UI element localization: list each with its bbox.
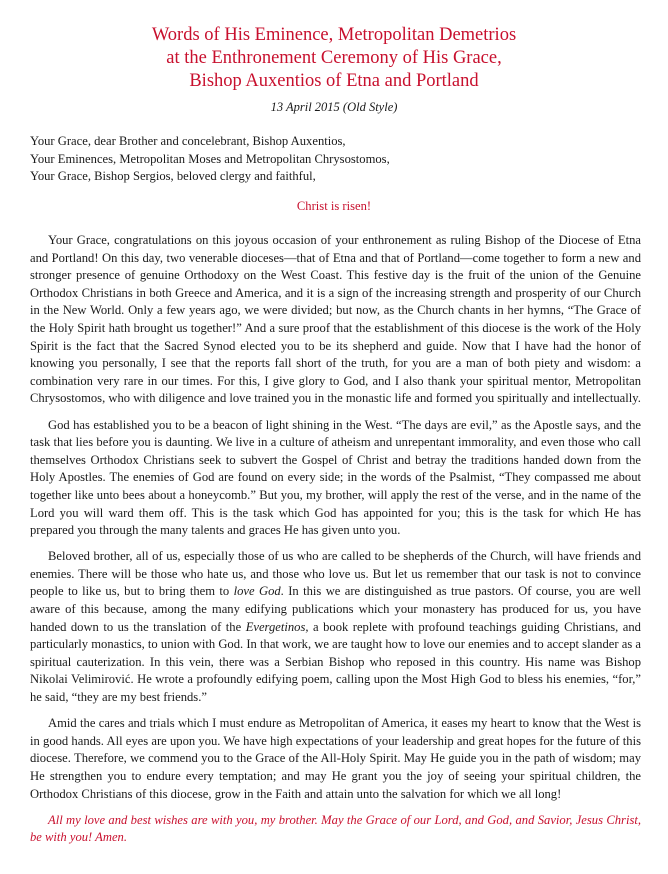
italic-phrase: love God	[233, 584, 281, 599]
document-body	[30, 232, 641, 856]
paragraph-text: God has established you to be a beacon of light shining in the West. “The days are evil,” as the Apostle says, and the task that lies before you is daunting. We live in a culture of atheism and unrepentant immorality, and even those who call themselves Orthodox Christians seek to subvert the Gospel of Christ and betray the traditions handed down from the Holy Apostles. The enemies of God are found on every side; in the words of the Psalmist, “They compassed me about together like unto bees about a honeycomb.” But you, my brother, will apply the rest of the verse, and in the name of the Lord you will ward them off. This is the task which God has appointed for you; this is the task for which He has prepared you through the many talents and graces He has given unto you.	[30, 417, 641, 538]
paschal-exclamation: Christ is risen!	[296, 199, 372, 213]
title-line: Words of His Eminence, Metropolitan Demetrios	[151, 25, 517, 45]
salutation-block	[30, 133, 640, 186]
body-paragraph	[30, 715, 641, 803]
closing-paragraph: All my love and best wishes are with you, my brother. May the Grace of our Lord, and God, and Savior, Jesus Christ, be with you! Amen.	[30, 812, 641, 845]
paragraph-text: Amid the cares and trials which I must endure as Metropolitan of America, it eases my heart to know that the West is in good hands. All eyes are upon you. We have high expectations of your leadership and great hopes for the future of this diocese. Therefore, we commend you to the Grace of the All-Holy Spirit. May He guide you in the path of wisdom; may He strengthen you to endure every temptation; and may He grant you the joy of seeing your spiritual children, the Orthodox Christians of this diocese, grow in the Faith and attain unto the salvation for which we all long!	[30, 716, 641, 801]
body-paragraph	[30, 417, 641, 540]
body-paragraph	[30, 548, 641, 706]
salutation-line: Your Grace, Bishop Sergios, beloved clergy and faithful,	[30, 169, 316, 183]
body-paragraph	[30, 232, 641, 408]
paragraph-text: Beloved brother, all of us, especially those of us who are called to be shepherds of the Church, will have friends and enemies. There will be those who hate us, and those who love us. But let us remember that our task is not to convince people to like us, but to bring them to	[30, 549, 641, 599]
paragraph-text: a book replete with profound teachings guiding Christians, and particularly monastics, to union with God. In that work, we are taught how to love our enemies and to accept slander as a spiritual cauterization. In this vein, there was a Serbian Bishop who reposed in this country. His name was Bishop Nikolai Velimirović. He wrote a profoundly edifying poem, calling upon the Most High God to bless his enemies, “for,” he said, “they are my best friends.”	[30, 619, 641, 705]
document-title	[0, 24, 668, 93]
italic-phrase: Evergetinos,	[245, 619, 309, 634]
salutation-line: Your Grace, dear Brother and concelebrant, Bishop Auxentios,	[30, 134, 346, 148]
salutation-line: Your Eminences, Metropolitan Moses and Metropolitan Chrysostomos,	[30, 151, 390, 166]
document-date: 13 April 2015 (Old Style)	[270, 100, 398, 114]
title-line: at the Enthronement Ceremony of His Grace,	[166, 48, 502, 68]
paragraph-text: . In this we are distinguished as true pastors. Of course, you are well aware of this because, among the many edifying publications which your monastery has produced for us, you have handed down to us the translation of the	[30, 584, 642, 634]
paragraph-text: Your Grace, congratulations on this joyous occasion of your enthronement as ruling Bishop of the Diocese of Etna and Portland! On this day, two venerable dioceses—that of Etna and that of Portland—come together to form a new and stronger presence of genuine Orthodoxy on the West Coast. This festive day is the fruit of the union of the Genuine Orthodox Christians in both Greece and America, and it is a sign of the increasing strength and prosperity of our Church in the New World. Only a few years ago, we were divided; but now, as the Church chants in her hymns, “The Grace of the Holy Spirit hath brought us together!” And a sure proof that the establishment of this diocese is the work of the Holy Spirit is the fact that the Sacred Synod elected you to be its shepherd and guide. Now that I have had the honor of knowing you personally, I see that the reports fall short of the truth, for you are a man of both piety and wisdom: a combination very rare in our times. For this, I give glory to God, and I also thank your spiritual mentor, Metropolitan Chrysostomos, who with diligence and love trained you in the monastic life and formed you spiritually and intellectually.	[30, 233, 641, 406]
title-line: Bishop Auxentios of Etna and Portland	[189, 71, 479, 91]
